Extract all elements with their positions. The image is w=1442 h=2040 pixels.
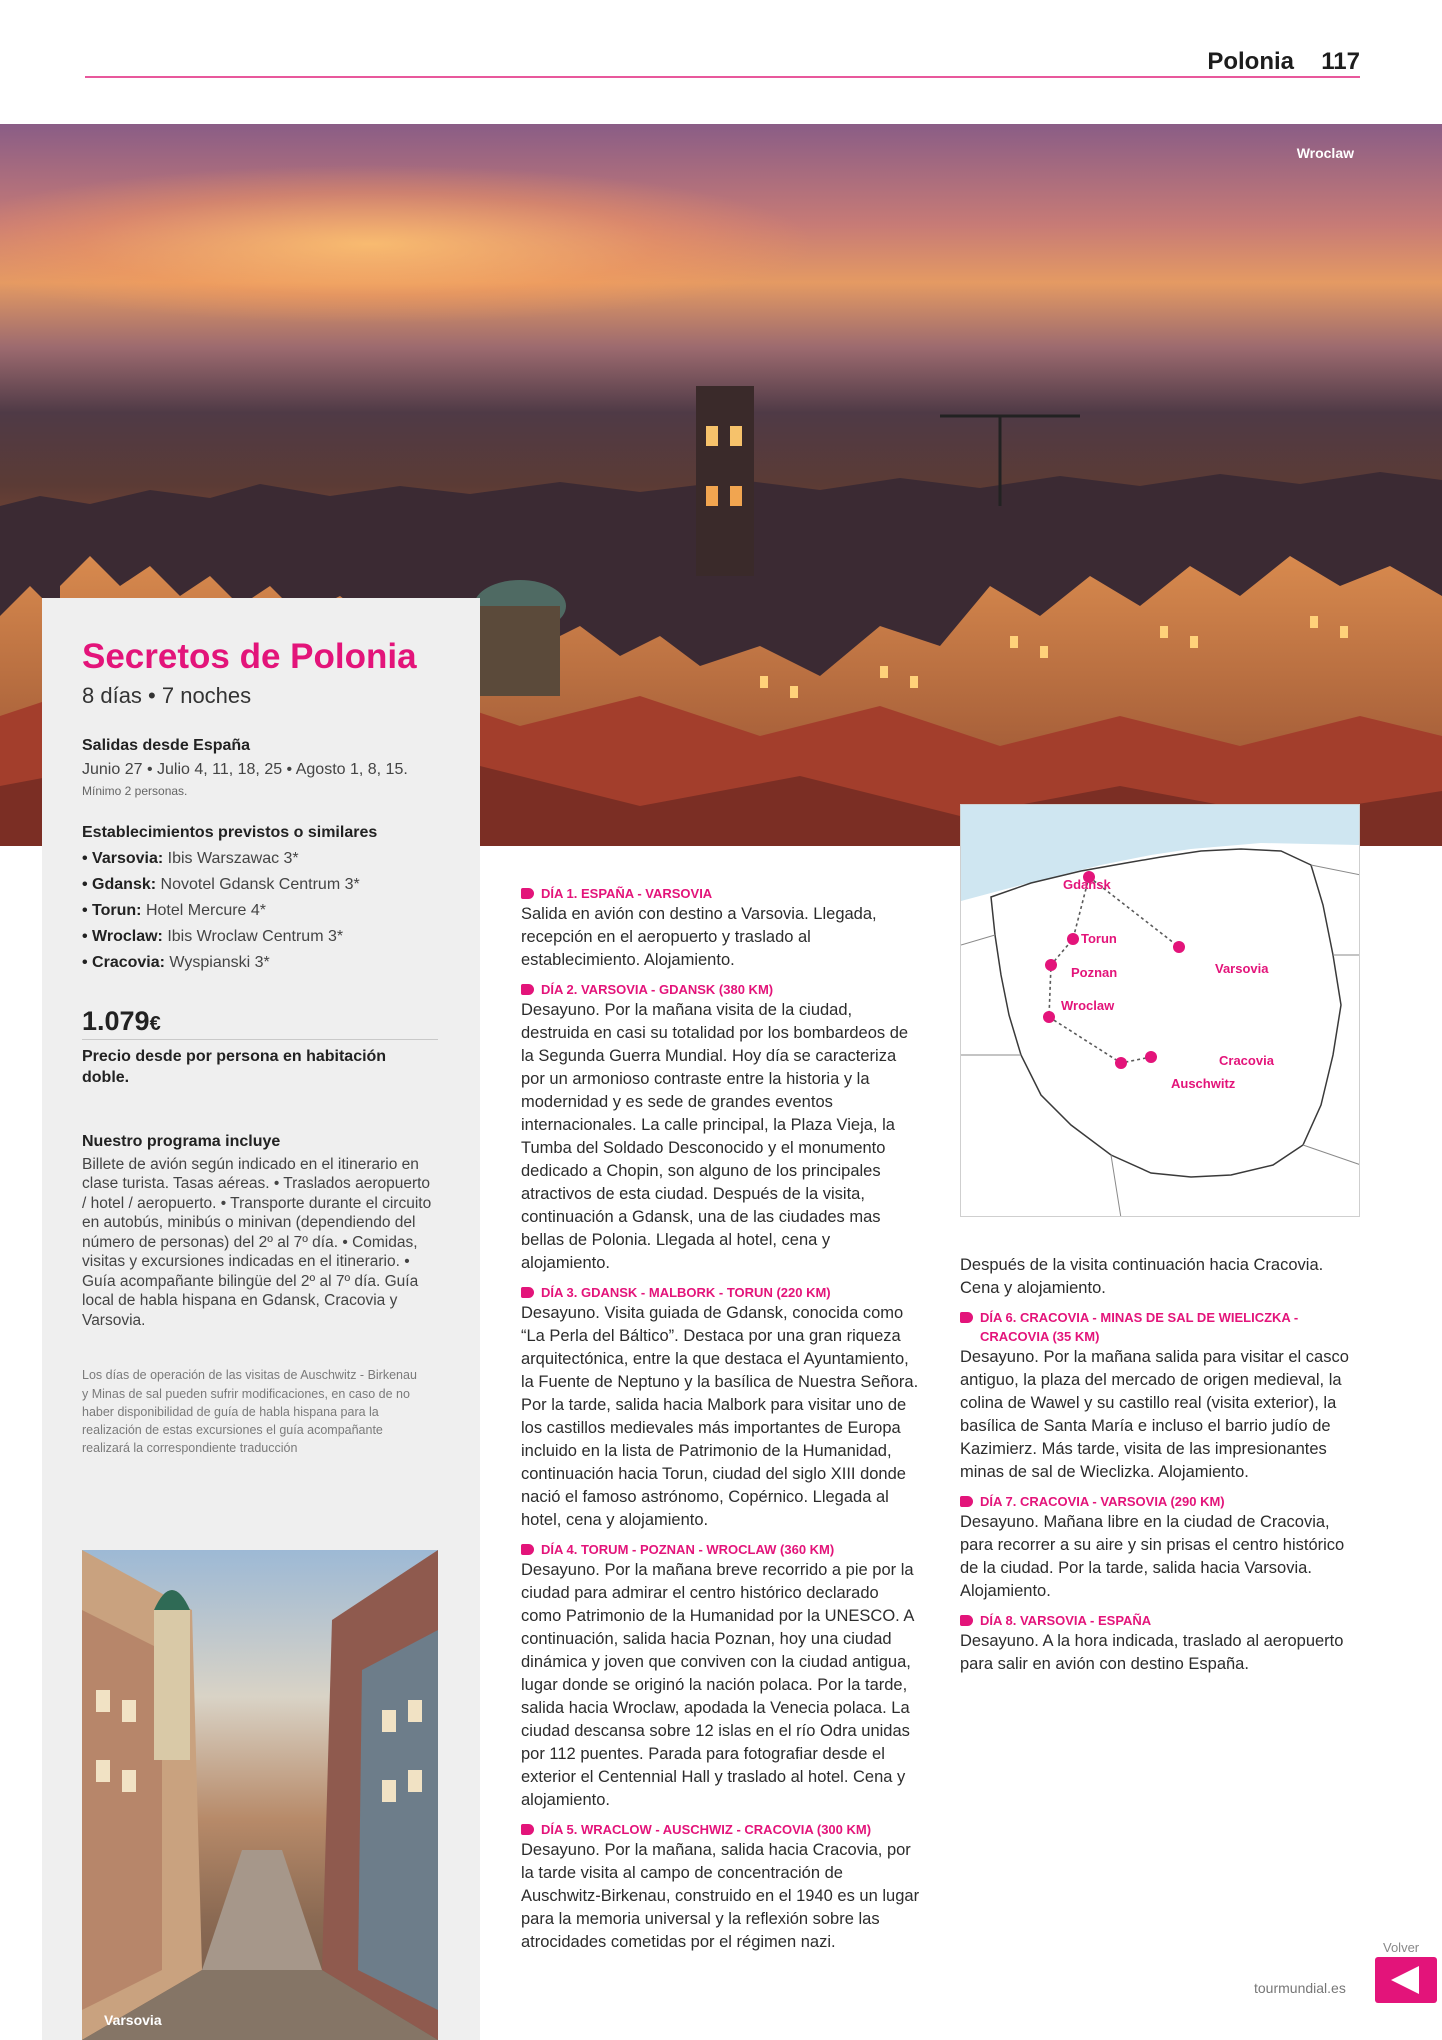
map-label-cracovia: Cracovia xyxy=(1219,1053,1274,1068)
tag-icon xyxy=(521,1287,534,1298)
map-label-wroclaw: Wroclaw xyxy=(1061,998,1115,1013)
minimum-people-note: Mínimo 2 personas. xyxy=(82,783,188,798)
street-illustration xyxy=(82,1550,438,2040)
day-text: Desayuno. Mañana libre en la ciudad de Cracovia, para recorrer a su aire y sin prisas el centro histórico de la ciudad. Por la tarde, salida hacia Varsovia. Alojamiento. xyxy=(960,1513,1345,1600)
itinerary-column-2 xyxy=(960,1254,1360,1676)
day-title: DÍA 2. VARSOVIA - GDANSK (380 KM) xyxy=(541,982,774,997)
day-title: DÍA 5. WRACLOW - AUSCHWIZ - CRACOVIA (300 KM) xyxy=(541,1822,872,1837)
page-number: 117 xyxy=(1321,48,1360,75)
day-heading xyxy=(521,884,921,903)
includes-heading: Nuestro programa incluye xyxy=(82,1132,281,1150)
day-text: Desayuno. Por la mañana breve recorrido a pie por la ciudad para admirar el centro histórico declarado como Patrimonio de la Humanidad por la UNESCO. A continuación, salida hacia Poznan, hoy una ciudad dinámica y joven que conviven con la ciudad antigua, lugar donde se originó la nación polaca. Por la tarde, salida hacia Wroclaw, apodada la Venecia polaca. La ciudad descansa sobre 12 islas en el río Odra unidas por 112 puentes. Parada para fotografiar desde el exterior el Centennial Hall y traslado al hotel. Cena y alojamiento. xyxy=(521,1561,914,1809)
trip-duration: 8 días • 7 noches xyxy=(82,682,252,708)
side-photo-caption: Varsovia xyxy=(104,2012,162,2028)
map-label-gdansk: Gdansk xyxy=(1063,877,1111,892)
tag-icon xyxy=(960,1312,973,1323)
departures-heading: Salidas desde España xyxy=(82,736,251,754)
day-heading xyxy=(960,1308,1360,1346)
section-title: Polonia xyxy=(1207,48,1294,75)
hotel-item xyxy=(82,950,440,976)
hotel-list xyxy=(82,846,440,976)
website-link[interactable]: tourmundial.es xyxy=(1254,1980,1346,1996)
day-heading xyxy=(521,1540,921,1559)
hotel-name: Novotel Gdansk Centrum 3* xyxy=(160,875,360,893)
trip-title: Secretos de Polonia xyxy=(82,637,417,676)
day-heading xyxy=(521,980,921,999)
day-text: Después de la visita continuación hacia Cracovia. Cena y alojamiento. xyxy=(960,1256,1324,1297)
hotel-city: • Torun: xyxy=(82,901,142,919)
map-label-auschwitz: Auschwitz xyxy=(1171,1076,1236,1091)
route-map xyxy=(960,804,1360,1217)
hotel-city: • Cracovia: xyxy=(82,953,165,971)
day-title: DÍA 8. VARSOVIA - ESPAÑA xyxy=(980,1613,1152,1628)
price-value: 1.079 xyxy=(82,1005,150,1036)
tag-icon xyxy=(521,888,534,899)
price-block xyxy=(82,976,440,1089)
day-title: DÍA 3. GDANSK - MALBORK - TORUN (220 KM) xyxy=(541,1285,831,1300)
day-text: Salida en avión con destino a Varsovia. Llegada, recepción en el aeropuerto y traslado al establecimiento. Alojamiento. xyxy=(521,905,877,969)
arrow-left-icon xyxy=(1391,1966,1419,1994)
poland-map-illustration xyxy=(961,805,1360,1217)
back-button[interactable] xyxy=(1375,1957,1437,2003)
day-title: DÍA 7. CRACOVIA - VARSOVIA (290 KM) xyxy=(980,1494,1225,1509)
map-label-torun: Torun xyxy=(1081,931,1117,946)
page-header xyxy=(85,42,1360,78)
sky-glow xyxy=(0,164,820,324)
day-text: Desayuno. Por la mañana, salida hacia Cracovia, por la tarde visita al campo de concentración de Auschwitz-Birkenau, construido en el 1940 es un lugar para la memoria universal y la reflexión sobre las atrocidades cometidas por el régimen nazi. xyxy=(521,1841,920,1951)
side-photo xyxy=(82,1550,438,2040)
map-label-varsovia: Varsovia xyxy=(1215,961,1269,976)
day-text: Desayuno. A la hora indicada, traslado al aeropuerto para salir en avión con destino España. xyxy=(960,1632,1344,1673)
hotel-name: Hotel Mercure 4* xyxy=(145,901,267,919)
day-heading xyxy=(960,1611,1360,1630)
map-label-poznan: Poznan xyxy=(1071,965,1118,980)
hotel-name: Wyspianski 3* xyxy=(169,953,270,971)
tag-icon xyxy=(960,1615,973,1626)
hotel-item xyxy=(82,872,440,898)
hotels-heading: Establecimientos previstos o similares xyxy=(82,823,378,841)
price-note: Precio desde por persona en habitación doble. xyxy=(82,1047,387,1087)
price-currency: € xyxy=(149,1012,161,1035)
day-heading xyxy=(960,1492,1360,1511)
day-text: Desayuno. Visita guiada de Gdansk, conocida como “La Perla del Báltico”. Destaca por una gran riqueza arquitectónica, entre la que destaca el Ayuntamiento, la Fuente de Neptuno y la basílica de Nuestra Señora. Por la tarde, salida hacia Malbork para visitar uno de los castillos medievales más importantes de Europa incluido en la lista de Patrimonio de la Humanidad, continuación hacia Torun, ciudad del siglo XIII donde nació el famoso astrónomo, Copérnico. Llegada al hotel, cena y alojamiento. xyxy=(521,1304,919,1529)
day-text: Desayuno. Por la mañana salida para visitar el casco antiguo, la plaza del mercado de origen medieval, la colina de Wawel y su castillo real (visita exterior), la basílica de Santa María e incluso el barrio judío de Kazimierz. Más tarde, visita de las impresionantes minas de sal de Wieclizka. Alojamiento. xyxy=(960,1348,1349,1481)
day-title: DÍA 1. ESPAÑA - VARSOVIA xyxy=(541,886,713,901)
day-title: DÍA 6. CRACOVIA - MINAS DE SAL DE WIELICZKA - CRACOVIA (35 KM) xyxy=(980,1310,1299,1344)
trip-info-card xyxy=(42,598,480,2040)
hotel-city: • Varsovia: xyxy=(82,849,164,867)
itinerary-column-1 xyxy=(521,884,921,1954)
back-label[interactable]: Volver xyxy=(1383,1940,1420,1955)
hotel-item xyxy=(82,846,440,872)
day-heading xyxy=(521,1820,921,1839)
tag-icon xyxy=(521,984,534,995)
hotel-city: • Wroclaw: xyxy=(82,927,163,945)
operation-footnote: Los días de operación de las visitas de Auschwitz - Birkenau y Minas de sal pueden sufrir modificaciones, en caso de no haber disponibilidad de guía de habla hispana para la realización de estas excursiones el guía acompañante realizará la correspondiente traducción xyxy=(82,1368,417,1455)
tag-icon xyxy=(960,1496,973,1507)
hero-photo-caption: Wroclaw xyxy=(1296,145,1354,161)
price-divider xyxy=(82,1039,438,1040)
tag-icon xyxy=(521,1544,534,1555)
day-heading xyxy=(521,1283,921,1302)
day-title: DÍA 4. TORUM - POZNAN - WROCLAW (360 KM) xyxy=(541,1542,835,1557)
hotel-item xyxy=(82,898,440,924)
tag-icon xyxy=(521,1824,534,1835)
hotel-name: Ibis Warszawac 3* xyxy=(167,849,299,867)
hotel-item xyxy=(82,924,440,950)
hotel-name: Ibis Wroclaw Centrum 3* xyxy=(167,927,344,945)
includes-text: Billete de avión según indicado en el itinerario en clase turista. Tasas aéreas. • Traslados aeropuerto / hotel / aeropuerto. • Transporte durante el circuito en autobús, minibús o minivan (dependiendo del número de personas) del 2º al 7º día. • Comidas, visitas y excursiones indicadas en el itinerario. • Guía acompañante bilingüe del 2º al 7º día. Guía local de habla hispana en Gdansk, Cracovia y Varsovia. xyxy=(82,1155,432,1329)
hotel-city: • Gdansk: xyxy=(82,875,157,893)
day-text: Desayuno. Por la mañana visita de la ciudad, destruida en casi su totalidad por los bombardeos de la Segunda Guerra Mundial. Hoy día se caracteriza por un armonioso contraste entre la historia y la modernidad y es sede de grandes eventos internacionales. La calle principal, la Plaza Vieja, la Tumba del Soldado Desconocido y el monumento dedicado a Chopin, son alguno de los principales atractivos de esta ciudad. Después de la visita, continuación a Gdansk, una de las ciudades mas bellas de Polonia. Llegada al hotel, cena y alojamiento. xyxy=(521,1001,909,1272)
departures-text: Junio 27 • Julio 4, 11, 18, 25 • Agosto 1, 8, 15. xyxy=(82,760,408,778)
